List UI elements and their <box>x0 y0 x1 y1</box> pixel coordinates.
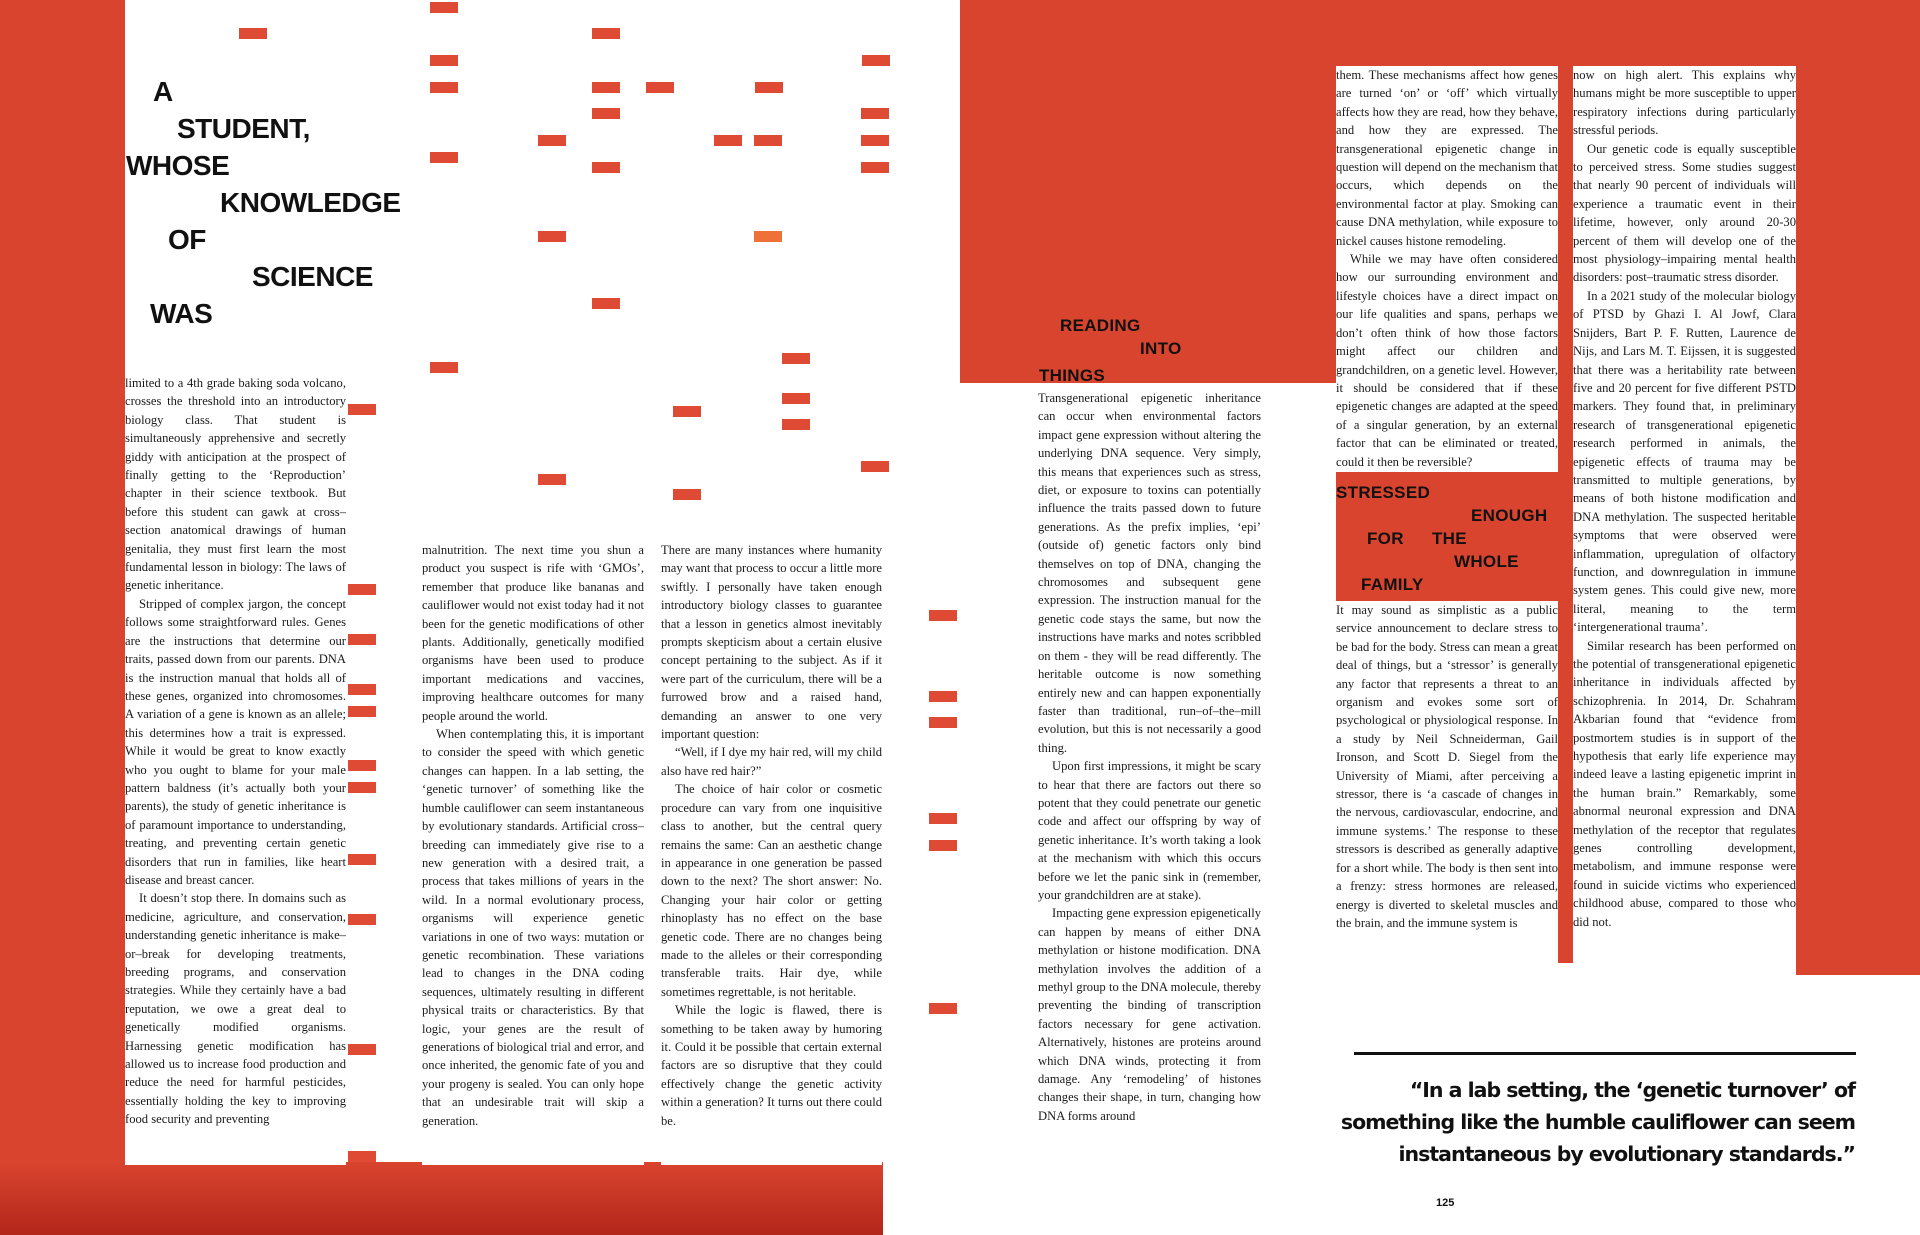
paragraph: malnutrition. The next time you shun a product you suspect is rife with ‘GMOs’, remember that produce like bananas and cauliflower would not exist today had it not been for the genetic modifications of other plants. Additionally, genetically modified organisms have been used to produce important medications and vaccines, improving healthcare outcomes for many people around the world. <box>422 543 644 723</box>
decorative-block <box>861 108 889 119</box>
decorative-block <box>929 840 957 851</box>
paragraph: Transgenerational epigenetic inheritance can occur when environmental factors impact gene expression without altering the underlying DNA sequence. Very simply, this means that experiences such as stress, diet, or exposure to toxins can potentially influence the traits passed down to future generations. As the prefix implies, ‘epi’ (outside of) genetic factors only bind themselves on top of DNA, changing the chromosomes and subsequent gene expression. The instruction manual for the genetic code stays the same, but now the instructions have marks and notes scribbled on them - they will be read differently. The heritable outcome is now something entirely new and can happen exponentially faster than traditional, run–of–the–mill evolution, but this is not necessarily a good thing. <box>1038 391 1261 755</box>
decorative-block <box>929 813 957 824</box>
decorative-block <box>538 474 566 485</box>
decorative-block <box>239 28 267 39</box>
decorative-block <box>592 108 620 119</box>
decorative-block <box>592 28 620 39</box>
section-word: STRESSED <box>1336 483 1431 502</box>
decorative-block <box>538 135 566 146</box>
decorative-block <box>862 55 890 66</box>
body-column-6 <box>1573 66 1796 968</box>
left-bottom-panel <box>0 1162 883 1235</box>
section-word: READING <box>1060 316 1141 335</box>
decorative-block <box>754 231 782 242</box>
decorative-block <box>348 782 376 793</box>
decorative-block <box>348 706 376 717</box>
decorative-block <box>430 82 458 93</box>
paragraph: When contemplating this, it is important to consider the speed with which genetic changes can happen. In a lab setting, the ‘genetic turnover’ of something like the humble cauliflower can seem instantaneous by evolutionary standards. Artificial cross–breeding can immediately give rise to a new generation with a desired trait, a process that takes millions of years in the wild. In a normal evolutionary process, organisms will experience genetic variations in one of two ways: mutation or genetic recombination. These variations lead to changes in the DNA coding sequences, ultimately resulting in different physical traits or characteristics. By that logic, your genes are the result of generations of biological trial and error, and once inherited, the genomic fate of you and your progeny is sealed. You can only hope that an undesirable trait will skip a generation. <box>422 727 644 1128</box>
paragraph: It may sound as simplistic as a public service announcement to declare stress to be bad for the body. Stress can mean a great deal of things, but a ‘stressor’ is generally any factor that represents a threat to an organism and evokes some sort of psychological or physiological response. In a study by Neil Schneiderman, Gail Ironson, and Scott D. Siegel from the University of Miami, after perceiving a stressor, there is ‘a cascade of changes in the nervous, cardiovascular, endocrine, and immune systems.’ The response to these stressors is described as generally adaptive for a short while. The body is then sent into a frenzy: stress hormones are released, energy is diverted to skeletal muscles and the brain, and the immune system is <box>1336 603 1558 930</box>
decorative-block <box>430 362 458 373</box>
headline-word: WAS <box>150 298 213 329</box>
decorative-block <box>348 1044 376 1055</box>
decorative-block <box>592 298 620 309</box>
decorative-block <box>673 489 701 500</box>
body-column-5-top <box>1336 66 1558 472</box>
decorative-block <box>348 760 376 771</box>
body-column-4 <box>1038 389 1261 1167</box>
decorative-block <box>348 404 376 415</box>
paragraph: limited to a 4th grade baking soda volcano, crosses the threshold into an introductory biology class. That student is simultaneously apprehensive and secretly giddy with anticipation at the prospect of finally getting to the ‘Reproduction’ chapter in their science textbook. But before this student can gawk at cross–section anatomical drawings of human genitalia, they must first learn the most fundamental lesson in biology: The laws of genetic inheritance. <box>125 376 346 593</box>
paragraph: Our genetic code is equally susceptible to perceived stress. Some studies suggest that nearly 90 percent of individuals will experience a traumatic event in their lifetime, however, only around 20-30 percent of them will develop one of the most physiology–impairing mental health disorders: post–traumatic stress disorder. <box>1573 141 1796 285</box>
decorative-block <box>861 135 889 146</box>
headline-word: KNOWLEDGE <box>220 187 401 218</box>
decorative-block <box>592 82 620 93</box>
decorative-block <box>646 82 674 93</box>
section-word: FOR <box>1367 529 1404 548</box>
paragraph: Stripped of complex jargon, the concept follows some straightforward rules. Genes are the instructions that determine our traits, passed down from our parents. DNA is the instruction manual that holds all of these genes, organized into chromosomes. A variation of a gene is known as an allele; this determines how a trait is expressed. While it would be great to know exactly who you ought to blame for your male pattern baldness (it’s actually both your parents), the study of genetic inheritance is of paramount importance to understanding, treating, and preventing certain genetic disorders that run in families, like heart disease and breast cancer. <box>125 596 346 887</box>
paragraph: Upon first impressions, it might be scary to hear that there are factors out there so potent that they could penetrate our genetic code and affect our offspring by way of genetic inheritance. It’s worth taking a look at the mechanism with which this occurs before we let the panic sink in (remember, your grandchildren are at stake). <box>1038 759 1261 902</box>
decorative-block <box>782 353 810 364</box>
decorative-block <box>929 717 957 728</box>
decorative-block <box>755 82 783 93</box>
headline-word: SCIENCE <box>252 261 373 292</box>
page-number-right: 125 <box>1436 1197 1455 1209</box>
headline-word: STUDENT, <box>177 113 310 144</box>
paragraph: It doesn’t stop there. In domains such as medicine, agriculture, and conservation, understanding genetic inheritance is make–or–break for developing treatments, breeding programs, and conservation strategies. While they certainly have a bad reputation, we owe a great deal to genetically modified organisms. Harnessing genetic modification has allowed us to increase food production and reduce the need for harmful pesticides, essentially holding the key to improving food security and preventing <box>125 891 346 1127</box>
decorative-block <box>538 231 566 242</box>
paragraph: In a 2021 study of the molecular biology of PTSD by Ghazi I. Al Jowf, Clara Snijders, Bart P. F. Rutten, Laurence de Nijs, and Lars M. T. Eijssen, it is suggested that there was a heritability rate between five and 20 percent for five different PSTD markers. They found that, in preliminary research of transgenerational epigenetic research performed in animals, the epigenetic effects of trauma may be transmitted to multiple generations, by means of both histone modification and DNA methylation. The suspected heritable symptoms that were observed were inflammation, upregulation of olfactory function, and downregulation in immune system genes. This could give new, more literal, meaning to the term ‘intergenerational trauma’. <box>1573 288 1796 635</box>
body-column-5-bottom <box>1336 601 1558 968</box>
section-word: THINGS <box>1039 366 1106 385</box>
decorative-block <box>348 634 376 645</box>
decorative-block <box>673 406 701 417</box>
right-side-panel-lower <box>1796 963 1920 975</box>
body-column-3 <box>661 541 882 1165</box>
paragraph: While we may have often considered how our surrounding environment and lifestyle choices have a direct impact on our life qualities and spans, perhaps we don’t often think of how those factors might affect our children and grandchildren, on a genetic level. However, it should be considered that if these epigenetic changes are adapted at the speed of a singular generation, by an external factor that can be eliminated or treated, could it then be reversible? <box>1336 252 1558 469</box>
decorative-block <box>348 1151 376 1162</box>
paragraph: Impacting gene expression epigenetically can happen by means of either DNA methylation or histone modification. DNA methylation involves the addition of a methyl group to the DNA molecule, thereby preventing the binding of transcription factors necessary for gene activation. Alternatively, histones are proteins around which DNA winds, protecting it from damage. Any ‘remodeling’ of histones changes their shape, in turn, changing how DNA forms around <box>1038 906 1261 1123</box>
headline-word: WHOSE <box>126 150 230 181</box>
decorative-block <box>861 162 889 173</box>
decorative-block <box>861 461 889 472</box>
decorative-block <box>929 691 957 702</box>
headline-word: A <box>153 76 173 107</box>
decorative-block <box>714 135 742 146</box>
paragraph: “Well, if I dye my hair red, will my child also have red hair?” <box>661 745 882 778</box>
section-word: WHOLE <box>1454 552 1519 571</box>
section-word: INTO <box>1140 339 1182 358</box>
paragraph: them. These mechanisms affect how genes are turned ‘on’ or ‘off’ which virtually affects how they are read, how they behave, and how they are expressed. The transgenerational epigenetic change in question will depend on the mechanism that occurs, which depends on the environmental factor at play. Smoking can cause DNA methylation, while exposure to nickel causes histone remodeling. <box>1336 68 1558 248</box>
paragraph: now on high alert. This explains why humans might be more susceptible to upper respiratory infections during particularly stressful periods. <box>1573 68 1796 138</box>
paragraph: While the logic is flawed, there is something to be taken away by humoring it. Could it be possible that certain external factors are so disruptive that they could effectively change the genetic activity within a generation? It turns out there could be. <box>661 1003 882 1128</box>
decorative-block <box>430 2 458 13</box>
decorative-block <box>754 135 782 146</box>
decorative-block <box>782 393 810 404</box>
decorative-block <box>348 914 376 925</box>
decorative-block <box>782 419 810 430</box>
section-word: ENOUGH <box>1471 506 1548 525</box>
pull-quote: “In a lab setting, the ‘genetic turnover’ of something like the humble cauliflower can seem instantaneous by evolutionary standards.” <box>1340 1078 1855 1166</box>
paragraph: There are many instances where humanity may want that process to occur a little more swiftly. I personally have taken enough introductory biology classes to guarantee that a lesson in genetics almost inevitably prompts skepticism about a certain elusive concept pertaining to the subject. As if it were part of the curriculum, there will be a furrowed brow and a raised hand, demanding an answer to one very important question: <box>661 543 882 742</box>
section-word: THE <box>1432 529 1467 548</box>
paragraph: Similar research has been performed on the potential of transgenerational epigenetic inheritance in individuals affected by schizophrenia. In 2014, Dr. Schahram Akbarian found that “evidence from postmortem studies is in support of the hypothesis that early life experience may indeed leave a lasting epigenetic imprint in the human brain.” Remarkably, some abnormal neuronal expression and DNA methylation of the receptor that regulates genes controlling development, metabolism, and immune response were found in suicide victims who experienced childhood abuse, compared to those who did not. <box>1573 638 1796 929</box>
decorative-block <box>348 684 376 695</box>
left-edge-panel <box>0 0 125 1235</box>
headline-word: OF <box>168 224 206 255</box>
body-column-2 <box>422 541 644 1165</box>
pull-quote-rule <box>1354 1052 1856 1055</box>
decorative-block <box>929 610 957 621</box>
decorative-block <box>348 584 376 595</box>
paragraph: The choice of hair color or cosmetic procedure can vary from one inquisitive class to another, but the central query remains the same: Can an aesthetic change in appearance in one generation be passed down to the next? The short answer: No. Changing your hair color or getting rhinoplasty has no effect on the base genetic code. There are no changes being made to the alleles or their corresponding transferable traits. Hair dye, while sometimes regrettable, is not heritable. <box>661 782 882 999</box>
section-word: FAMILY <box>1361 575 1424 594</box>
decorative-block <box>348 854 376 865</box>
body-column-1 <box>125 374 346 1165</box>
decorative-block <box>592 162 620 173</box>
decorative-block <box>430 55 458 66</box>
decorative-block <box>929 1003 957 1014</box>
decorative-block <box>430 152 458 163</box>
